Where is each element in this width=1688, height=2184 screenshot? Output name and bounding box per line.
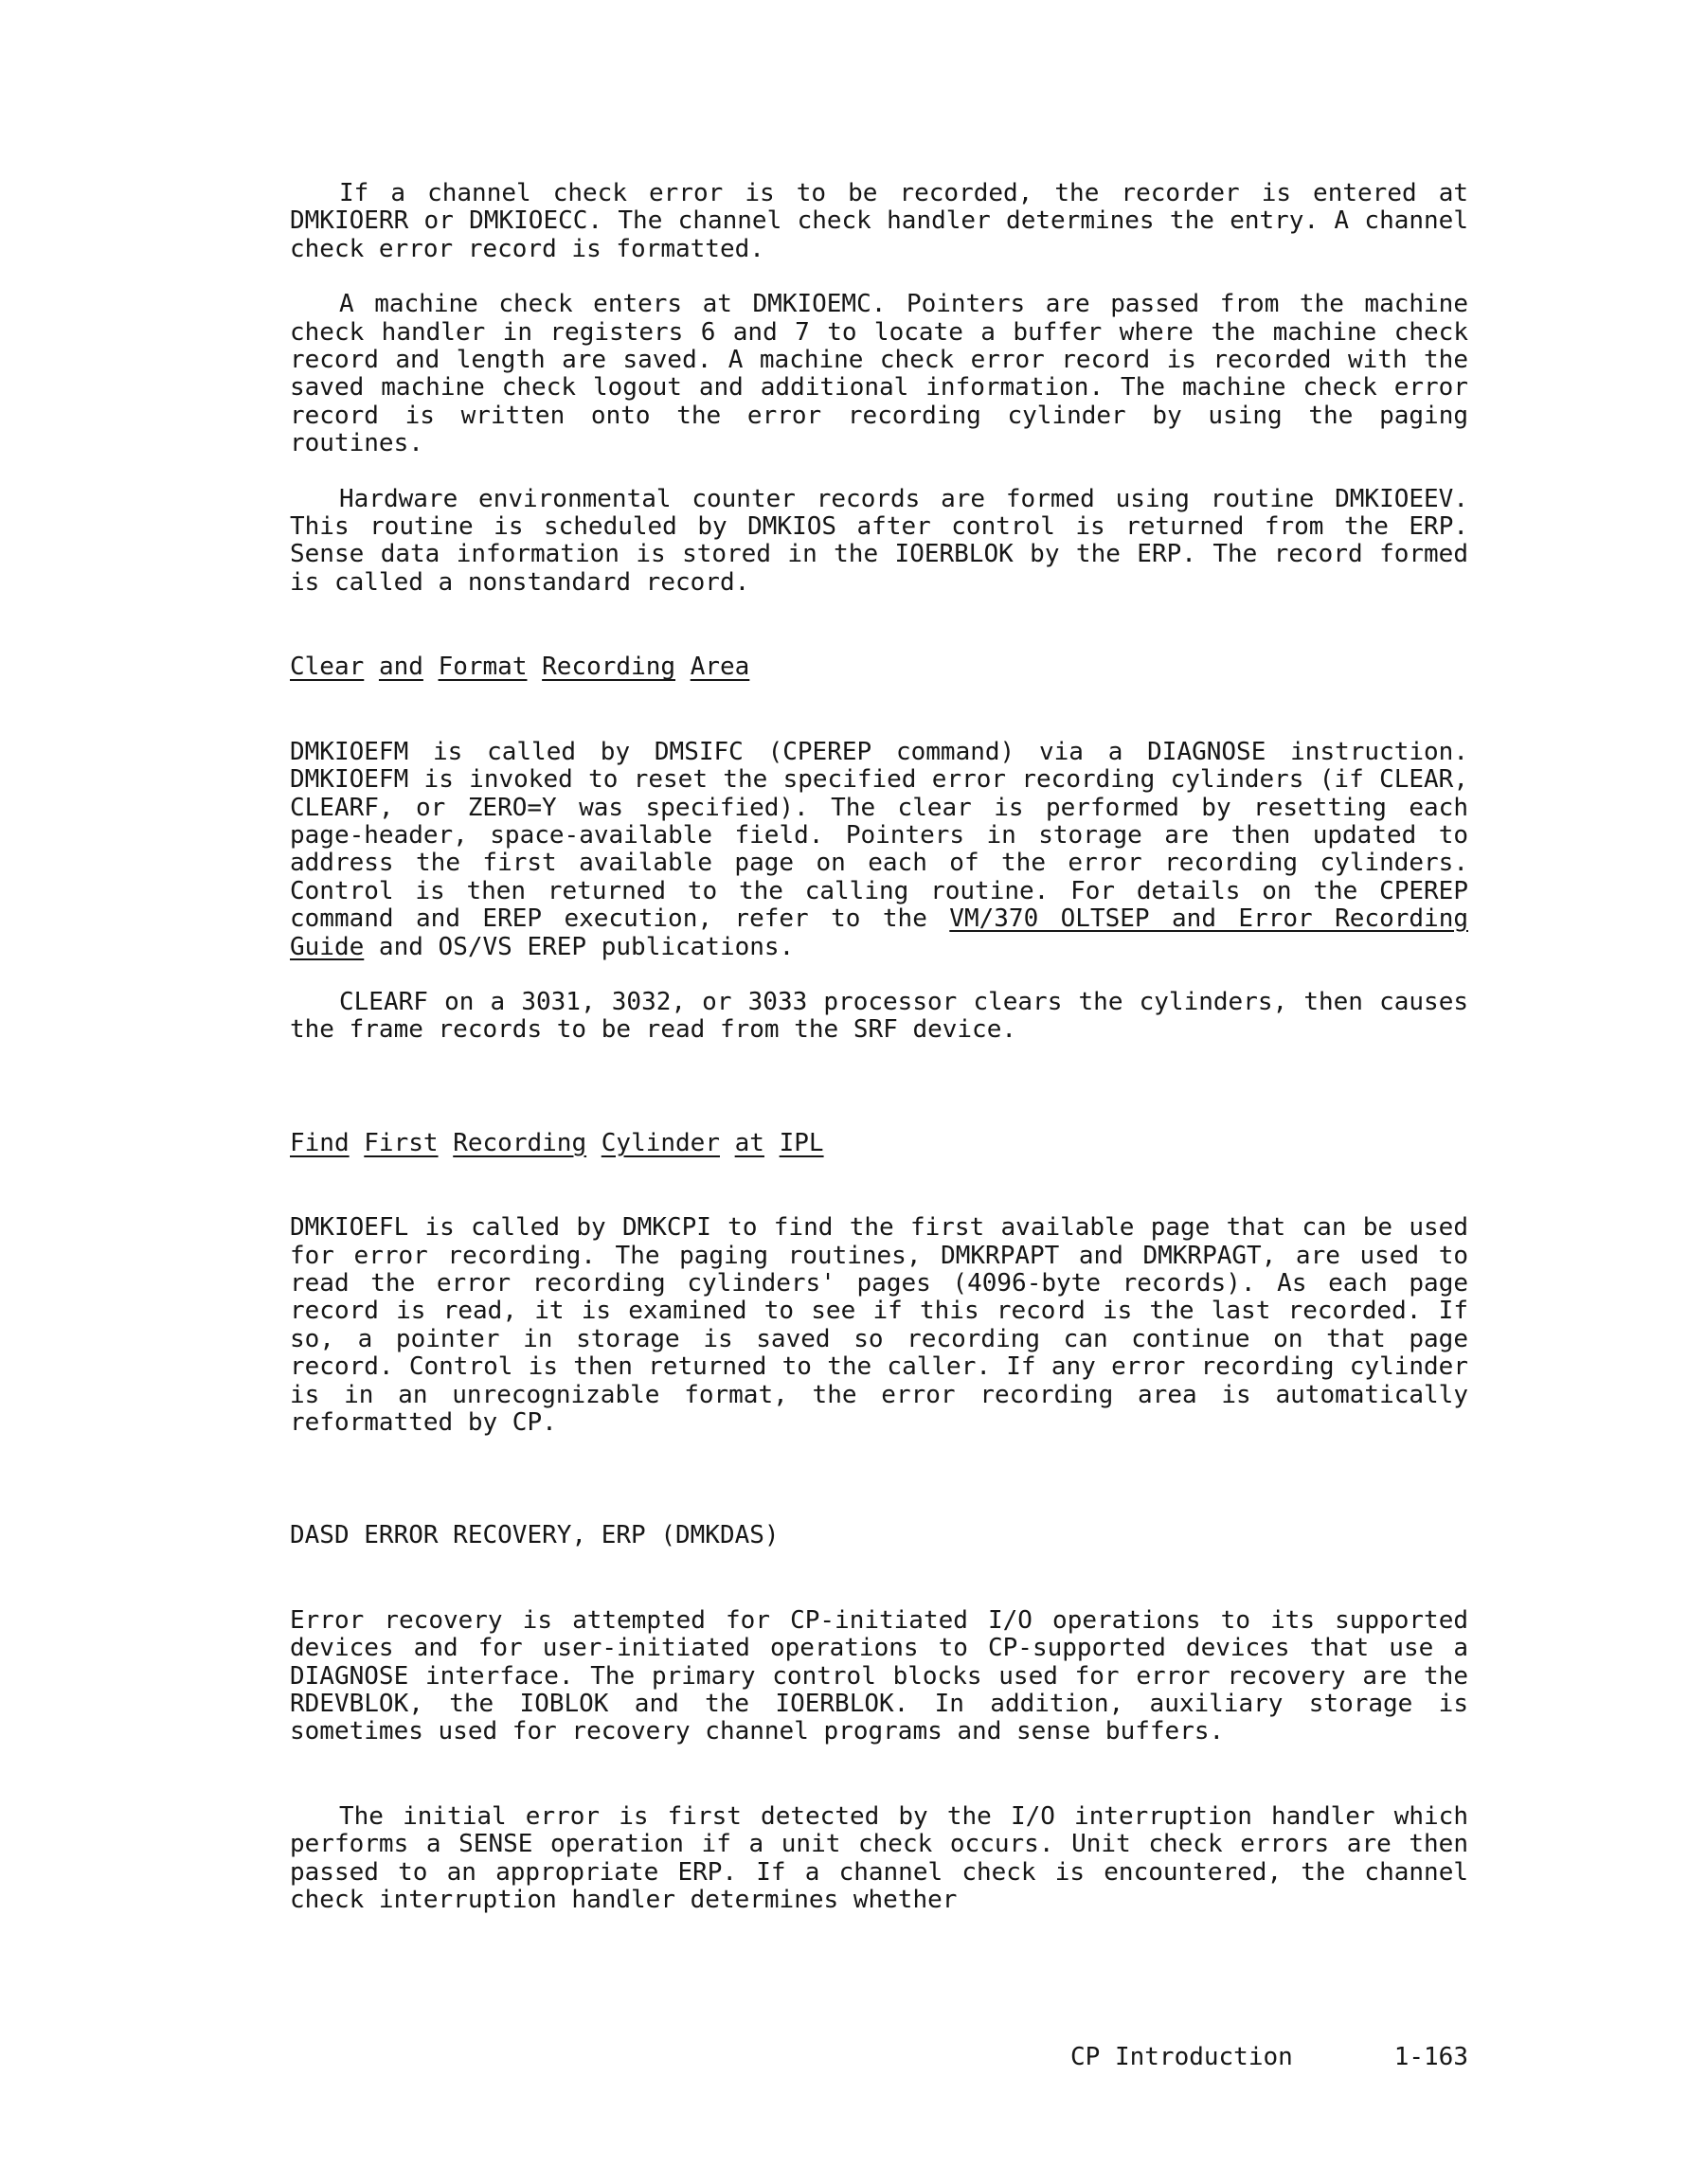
paragraph-error-recovery: Error recovery is attempted for CP-initiated I/O operations to its supported devices and for user-initiated operations to CP-supported devices that use a DIAGNOSE interface. The primary control blocks used for error recovery are the RDEVBLOK, the IOBLOK and the IOERBLOK. In addition, auxiliary storage is sometimes used for recovery channel programs and sense buffers.: [290, 1605, 1468, 1746]
heading-word: Clear: [290, 653, 365, 682]
paragraph-initial-error: The initial error is first detected by the I/O interruption handler which performs a SENSE operation if a unit check occurs. Unit check errors are then passed to an appropriate ERP. If a channel check is encountered, the channel check interruption handler determines whether: [290, 1801, 1468, 1915]
paragraph-clearf: CLEARF on a 3031, 3032, or 3033 processor clears the cylinders, then causes the frame records to be read from the SRF device.: [290, 987, 1468, 1045]
paragraph-text: and OS/VS EREP publications.: [364, 932, 795, 961]
page-number: 1-163: [1393, 2043, 1468, 2071]
paragraph-dmkioefl: DMKIOEFL is called by DMKCPI to find the first available page that can be used for error recording. The paging routines, DMKRPAPT and DMKRPAGT, are used to read the error recording cylinders' pages (4096-byte records). As each page record is read, it is examined to see if this record is the last recorded. If so, a pointer in storage is saved so recording can continue on that page record. Control is then returned to the caller. If any error recording cylinder is in an unrecognizable format, the error recording area is automatically reformatted by CP.: [290, 1213, 1468, 1437]
paragraph-hardware-environmental-counter: Hardware environmental counter records are formed using routine DMKIOEEV. This routine is scheduled by DMKIOS after control is returned from the ERP. Sense data information is stored in the IOERBLOK by the ERP. The record formed is called a nonstandard record.: [290, 484, 1468, 597]
paragraph-text: DMKIOEFM is called by DMSIFC (CPEREP command) via a DIAGNOSE instruction. DMKIOEFM is invoked to reset the specified error recording cylinders (if CLEAR, CLEARF, or ZERO=Y was specified). The clear is performed by resetting each page-header, space-available field. Pointers in storage are then updated to address the first available page on each of the error recording cylinders. Control is then returned to the calling routine. For details on the CPEREP command and EREP execution, refer to the: [290, 737, 1468, 934]
heading-word: at: [734, 1128, 764, 1157]
heading-word: IPL: [779, 1128, 824, 1157]
heading-word: Cylinder: [601, 1128, 720, 1157]
heading-word: Recording: [453, 1128, 587, 1157]
heading-word: Find: [290, 1128, 350, 1157]
footer-section-title: CP Introduction: [1070, 2043, 1293, 2071]
page-footer: [1070, 2043, 1468, 2071]
heading-dasd-error-recovery: DASD ERROR RECOVERY, ERP (DMKDAS): [290, 1521, 780, 1550]
paragraph-machine-check: A machine check enters at DMKIOEMC. Pointers are passed from the machine check handler in registers 6 and 7 to locate a buffer where the machine check record and length are saved. A machine check error record is recorded with the saved machine check logout and additional information. The machine check error record is written onto the error recording cylinder by using the paging routines.: [290, 290, 1468, 458]
heading-word: Recording: [542, 653, 676, 682]
heading-word: First: [364, 1128, 439, 1157]
paragraph-channel-check-recording: If a channel check error is to be recorded, the recorder is entered at DMKIOERR or DMKIOECC. The channel check handler determines the entry. A channel check error record is formatted.: [290, 179, 1468, 263]
heading-find-first-recording-cylinder: [290, 1130, 1468, 1157]
heading-word: and: [378, 653, 423, 682]
publication-title: VM/370 OLTSEP and Error Recording Guide: [290, 904, 1468, 961]
page-content: [290, 180, 1468, 1914]
heading-clear-and-format-recording-area: [290, 653, 1468, 681]
paragraph-dmkioefm: [290, 739, 1468, 961]
heading-word: Format: [438, 653, 528, 682]
heading-word: Area: [690, 653, 750, 682]
